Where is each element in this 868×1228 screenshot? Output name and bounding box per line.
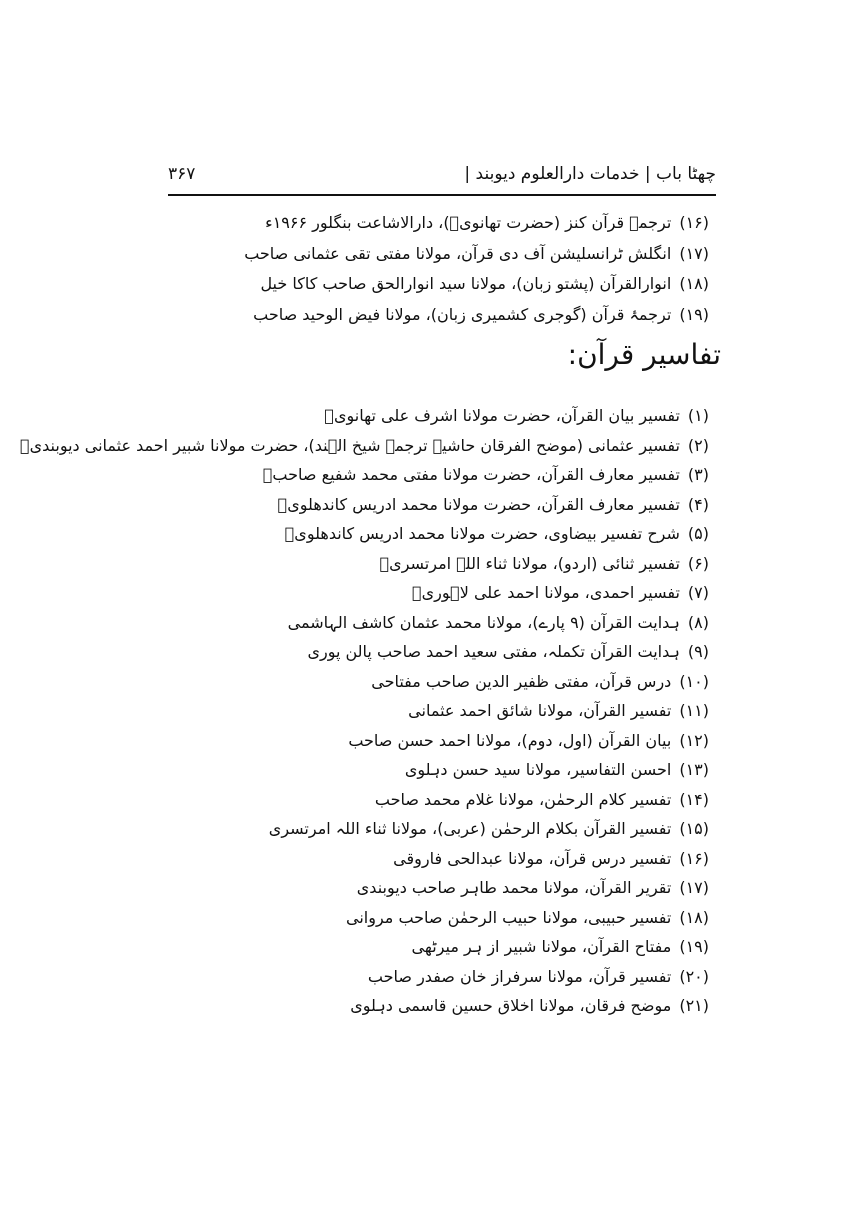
item-number: (۱۶) <box>679 213 709 232</box>
list-item <box>89 549 709 579</box>
list-item <box>89 991 709 1021</box>
item-number: (۱۹) <box>679 937 709 956</box>
item-number: (۱۱) <box>679 701 709 720</box>
item-text: تفسیر درس قرآن، مولانا عبدالحی فاروقی <box>393 848 672 868</box>
list-item <box>89 667 709 697</box>
item-text: انگلش ٹرانسلیشن آف دی قرآن، مولانا مفتی تقی عثمانی صاحب <box>244 243 672 263</box>
page-header <box>168 158 716 194</box>
item-text: تفسیر القرآن بکلام الرحمٰن (عربی)، مولانا ثناء اللہ امرتسری <box>268 819 672 838</box>
list-item <box>149 239 709 270</box>
list-item <box>89 490 709 520</box>
item-text: تقریر القرآن، مولانا محمد طاہر صاحب دیوبندی <box>356 878 672 897</box>
list-item <box>89 844 709 874</box>
item-text: ہدایت القرآن (۹ پارے)، مولانا محمد عثمان کاشف الہاشمی <box>287 612 680 632</box>
item-text: ہدایت القرآن تکملہ، مفتی سعید احمد صاحب پالن پوری <box>307 642 680 661</box>
item-number: (۷) <box>687 583 709 602</box>
item-text: تفسیر احمدی، مولانا احمد علی لاہوریؒ <box>412 583 680 602</box>
list-item <box>89 460 709 490</box>
list-item <box>89 962 709 992</box>
section-heading-tafasir: تفاسیر قرآن: <box>567 338 721 371</box>
item-text: ترجمۂ قرآن (گوجری کشمیری زبان)، مولانا فیض الوحید صاحب <box>253 305 672 325</box>
item-number: (۵) <box>687 524 709 543</box>
item-text: بیان القرآن (اول، دوم)، مولانا احمد حسن صاحب <box>348 730 672 750</box>
item-number: (۹) <box>687 642 709 661</box>
item-text: احسن التفاسیر، مولانا سید حسن دہلوی <box>404 760 672 779</box>
list-item <box>89 637 709 667</box>
item-number: (۳) <box>687 465 709 484</box>
list-item <box>89 608 709 638</box>
item-text: تفسیر حبیبی، مولانا حبیب الرحمٰن صاحب مروانی <box>346 907 672 927</box>
item-number: (۱۹) <box>679 305 709 325</box>
item-text: تفسیر ثنائی (اردو)، مولانا ثناء اللہ امرتسریؒ <box>379 553 680 573</box>
list-item <box>89 578 709 608</box>
item-text: شرح تفسیر بیضاوی، حضرت مولانا محمد ادریس کاندھلویؒ <box>284 524 680 543</box>
list-item <box>89 814 709 844</box>
item-text: تفسیر قرآن، مولانا سرفراز خان صفدر صاحب <box>367 966 672 986</box>
item-number: (۲۰) <box>679 966 709 986</box>
tafasir-list <box>20 401 709 1021</box>
list-item <box>89 401 709 431</box>
page-number: ۳۶۷ <box>168 164 196 184</box>
item-text: مفتاح القرآن، مولانا شبیر از ہر میرٹھی <box>411 937 672 956</box>
running-header-title: چھٹا باب | خدمات دارالعلوم دیوبند | <box>464 164 716 184</box>
item-number: (۴) <box>687 494 709 514</box>
item-number: (۲) <box>687 435 709 455</box>
item-text: تفسیر معارف القرآن، حضرت مولانا مفتی محمد شفیع صاحبؒ <box>262 465 680 484</box>
item-text: تفسیر معارف القرآن، حضرت مولانا محمد ادریس کاندھلویؒ <box>277 494 680 514</box>
list-item <box>89 696 709 726</box>
list-item <box>89 519 709 549</box>
list-item <box>149 300 709 331</box>
list-item <box>149 269 709 300</box>
item-number: (۱۴) <box>679 789 709 809</box>
list-item <box>89 755 709 785</box>
list-item <box>20 431 709 461</box>
item-number: (۱۷) <box>679 243 709 263</box>
item-number: (۱۸) <box>679 274 709 294</box>
item-number: (۱۳) <box>679 760 709 779</box>
item-text: تفسیر عثمانی (موضح الفرقان حاشیہ ترجمہ شیخ الہند)، حضرت مولانا شبیر احمد عثمانی دیوبندیؒ <box>20 435 680 455</box>
item-text: انوارالقرآن (پشتو زبان)، مولانا سید انوارالحق صاحب کاکا خیل <box>260 274 672 294</box>
item-text: تفسیر القرآن، مولانا شائق احمد عثمانی <box>408 701 672 720</box>
item-text: تفسیر کلام الرحمٰن، مولانا غلام محمد صاحب <box>374 789 672 809</box>
item-text: درس قرآن، مفتی ظفیر الدین صاحب مفتاحی <box>371 671 672 691</box>
list-item <box>149 208 709 239</box>
item-number: (۸) <box>687 612 709 632</box>
item-number: (۶) <box>687 553 709 573</box>
item-text: موضح فرقان، مولانا اخلاق حسین قاسمی دہلوی <box>350 996 672 1015</box>
list-item <box>89 726 709 756</box>
item-number: (۲۱) <box>679 996 709 1015</box>
item-number: (۱) <box>687 406 709 425</box>
list-item <box>89 903 709 933</box>
item-number: (۱۵) <box>679 819 709 838</box>
list-item <box>89 785 709 815</box>
list-item <box>89 932 709 962</box>
translation-list <box>149 208 709 331</box>
item-number: (۱۲) <box>679 730 709 750</box>
item-text: تفسیر بیان القرآن، حضرت مولانا اشرف علی تھانویؒ <box>324 406 680 425</box>
item-number: (۱۶) <box>679 848 709 868</box>
item-number: (۱۰) <box>679 671 709 691</box>
header-rule <box>168 194 716 196</box>
item-number: (۱۷) <box>679 878 709 897</box>
list-item <box>89 873 709 903</box>
item-number: (۱۸) <box>679 907 709 927</box>
item-text: ترجمہ قرآن کنز (حضرت تھانویؒ)، دارالاشاعت بنگلور ۱۹۶۶ء <box>265 213 672 232</box>
